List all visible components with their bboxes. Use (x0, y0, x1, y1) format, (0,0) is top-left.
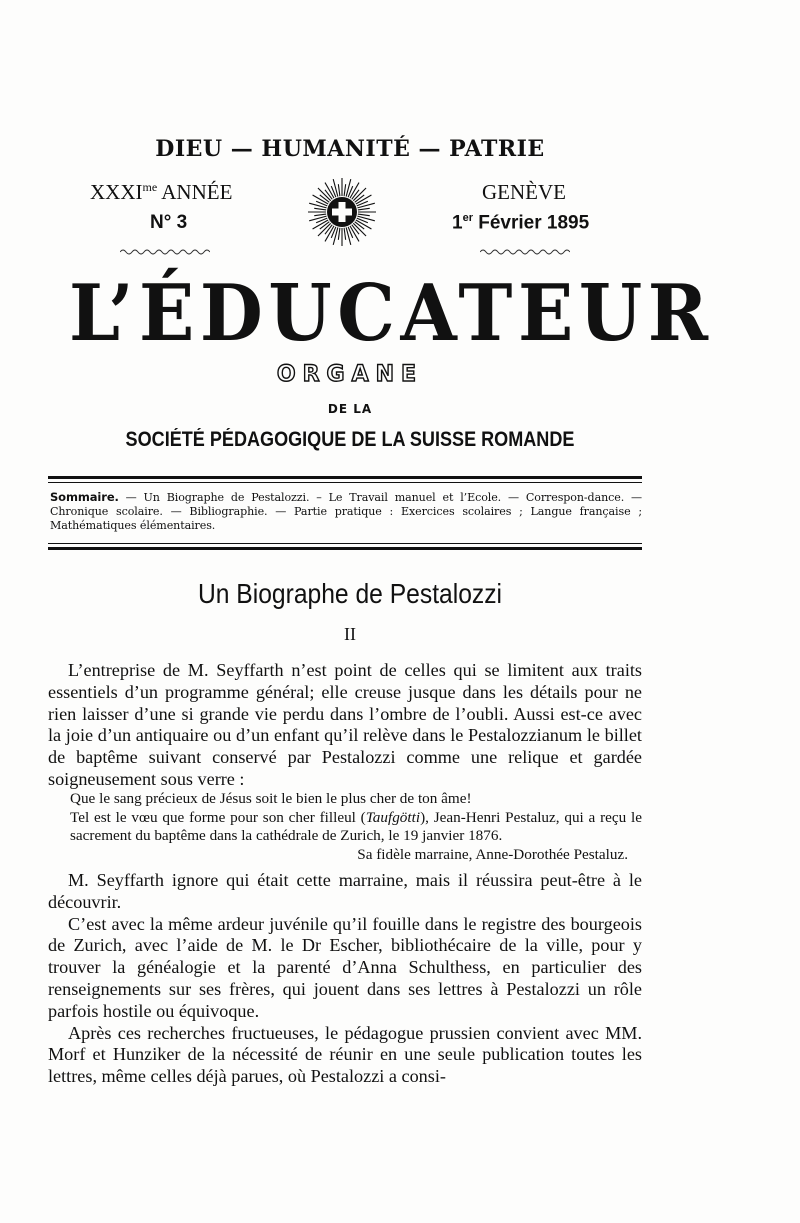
society-name: SOCIÉTÉ PÉDAGOGIQUE DE LA SUISSE ROMANDE (125, 428, 575, 451)
summary-rule-top-thick (48, 476, 642, 479)
volume-year: $XXXI^{me}$ ANNÉE (90, 180, 233, 204)
baptism-note-quote (48, 790, 642, 864)
summary-rule-top-thin (48, 482, 642, 483)
article-section-number: II (344, 624, 356, 644)
motto: DIEU — HUMANITÉ — PATRIE (155, 136, 545, 162)
quote-line: Que le sang précieux de Jésus soit le bien le plus cher de ton âme! (70, 790, 472, 807)
paragraph-text: M. Seyffarth ignore qui était cette marraine, mais il réussira peut-être à le découvrir. (48, 870, 642, 912)
summary-rule-bottom-thin (48, 543, 642, 544)
summary-label: Sommaire. (50, 490, 119, 504)
paragraph-text: C’est avec la même ardeur juvénile qu’il fouille dans le registre des bourgeois de Zurich, avec l’aide de M. le Dr Escher, bibliothécaire de la ville, pour y trouver la généalogie et la parenté d’Anna Schulthess, en particulier des renseignements sur ses frères, qui jouent dans ses lettres à Pestalozzi un rôle parfois hostile ou équivoque. (48, 913, 642, 1021)
ornament-squiggle-left (120, 248, 210, 256)
summary-text: — Un Biographe de Pestalozzi. – Le Travail manuel et l’Ecole. — Correspon-dance. — Chronique scolaire. — Bibliographie. — Partie pratique : Exercices scolaires ; Langue française ; Mathématiques élémentaires. (50, 491, 642, 532)
organ-subtitle: ORGANE (276, 362, 424, 387)
paragraph-text: Après ces recherches fructueuses, le pédagogue prussien convient avec MM. Morf et Hunziker de la nécessité de réunir en une seule publication toutes les lettres, même celles déjà parues, où Pestalozzi a consi- (48, 1022, 642, 1087)
journal-title: L’ÉDUCATEUR (69, 268, 714, 359)
publication-place: GENÈVE (482, 180, 566, 204)
article-title: Un Biographe de Pestalozzi (197, 578, 503, 609)
quote-line: Tel est le vœu que forme pour son cher filleul (Taufgötti), Jean-Henri Pestaluz, qui a reçu le sacrement du baptême dans la cathédrale de Zurich, le 19 janvier 1876. (70, 808, 642, 845)
swiss-cross-sunburst-icon (304, 174, 380, 250)
issue-number: N° 3 (150, 212, 188, 233)
summary-box (50, 490, 642, 533)
issue-date: 1er Février 1895 (452, 212, 590, 234)
ornament-squiggle-right (480, 248, 570, 256)
paragraph-text: L’entreprise de M. Seyffarth n’est point de celles qui se limitent aux traits essentiels d’un programme général; elle creuse jusque dans les détails pour ne rien laisser d’une si grande vie perdu dans l’ombre de l’oubli. Aussi est-ce avec la joie d’un antiquaire ou d’un enfant qu’il relève dans le Pestalozzianum le billet de baptême suivant conservé par Pestalozzi comme une relique et gardée soigneusement sous verre : (48, 660, 642, 789)
de-la-line: DE LA (327, 402, 373, 416)
article-paragraphs-continued (48, 870, 642, 1088)
summary-rule-bottom-thick (48, 547, 642, 550)
article-paragraph-1 (48, 660, 642, 791)
quote-signature: Sa fidèle marraine, Anne-Dorothée Pestaluz. (357, 845, 628, 863)
